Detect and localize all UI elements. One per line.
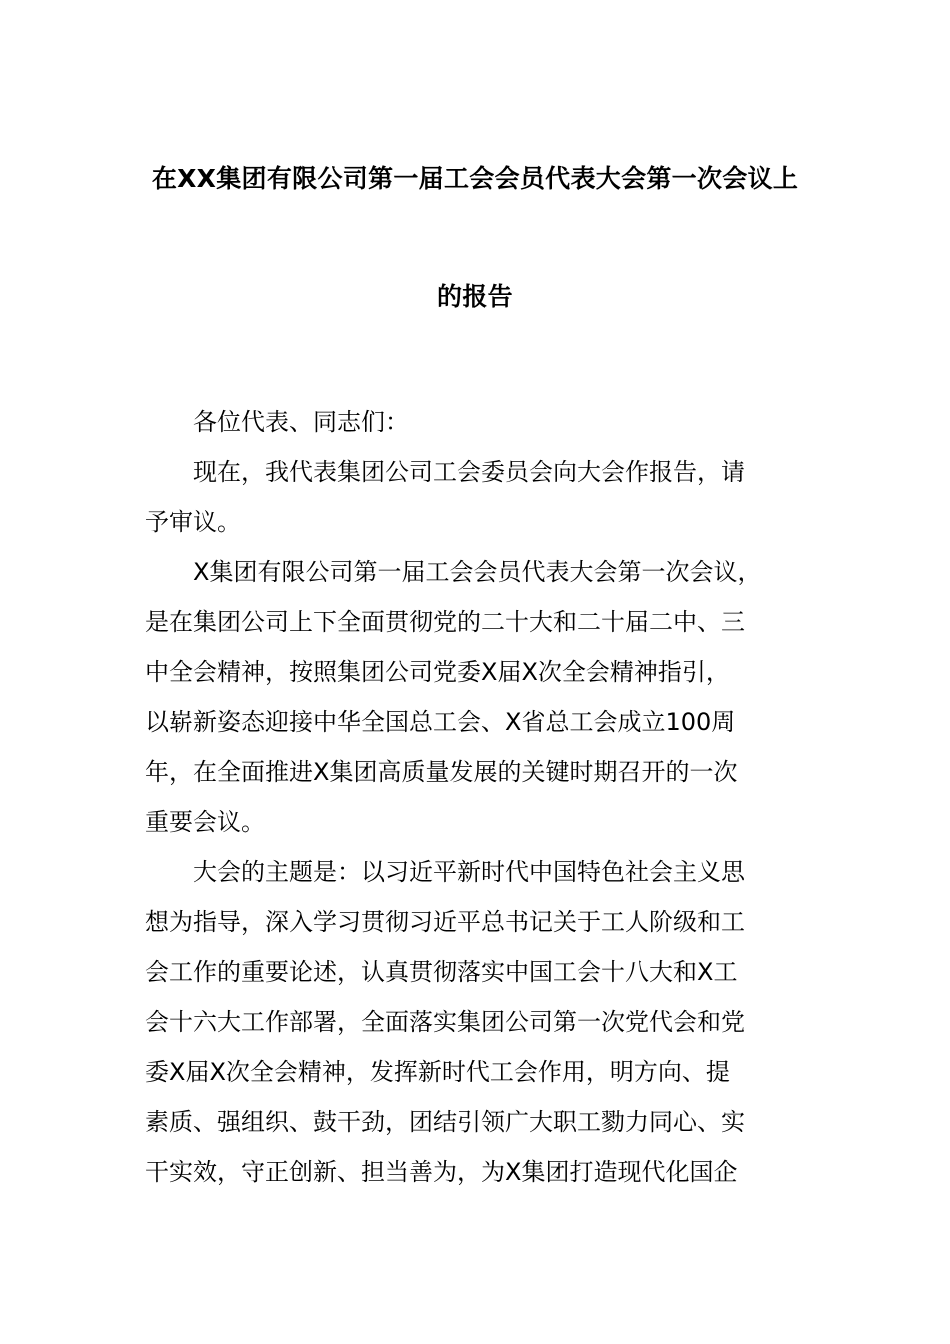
text-line: 中全会精神，按照集团公司党委X届X次全会精神指引，	[145, 658, 730, 686]
text-line: X集团有限公司第一届工会会员代表大会第一次会议，	[193, 558, 762, 586]
text-line: 现在，我代表集团公司工会委员会向大会作报告，请	[193, 458, 745, 486]
document-title-line-1: 在XX集团有限公司第一届工会会员代表大会第一次会议上	[151, 164, 799, 193]
text-line: 以崭新姿态迎接中华全国总工会、X省总工会成立100周	[145, 708, 736, 736]
text-line: 素质、强组织、鼓干劲，团结引领广大职工勠力同心、实	[145, 1108, 745, 1136]
paragraph-salutation	[145, 397, 807, 447]
paragraph-opening	[145, 447, 807, 547]
text-line: 予审议。	[145, 508, 241, 536]
text-line: 是在集团公司上下全面贯彻党的二十大和二十届二中、三	[145, 608, 745, 636]
text-line: 会十六大工作部署，全面落实集团公司第一次党代会和党	[145, 1008, 745, 1036]
paragraph-background	[145, 547, 807, 847]
text-line: 想为指导，深入学习贯彻习近平总书记关于工人阶级和工	[145, 908, 745, 936]
paragraph-theme	[145, 847, 807, 1197]
document-title-line-2: 的报告	[437, 282, 513, 311]
body-text	[145, 397, 807, 1197]
text-line: 各位代表、同志们：	[193, 408, 409, 436]
text-line: 重要会议。	[145, 808, 265, 836]
text-line: 会工作的重要论述，认真贯彻落实中国工会十八大和X工	[145, 958, 738, 986]
text-line: 大会的主题是：以习近平新时代中国特色社会主义思	[193, 858, 745, 886]
text-line: 干实效，守正创新、担当善为，为X集团打造现代化国企	[145, 1158, 738, 1186]
text-line: 年，在全面推进X集团高质量发展的关键时期召开的一次	[145, 758, 738, 786]
text-line: 委X届X次全会精神，发挥新时代工会作用，明方向、提	[145, 1058, 730, 1086]
